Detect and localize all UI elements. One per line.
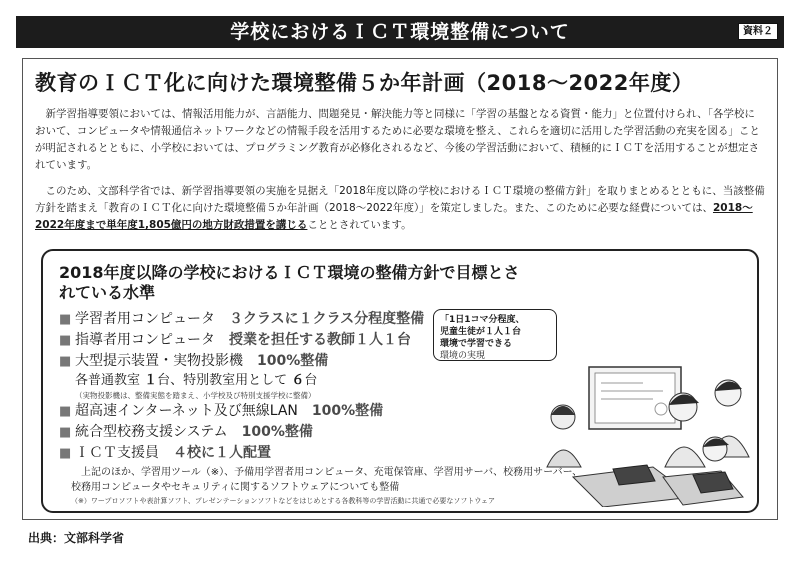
list-item (59, 422, 479, 443)
item-value: 100%整備 (241, 424, 313, 440)
plan-title: 教育のＩＣＴ化に向けた環境整備５か年計画（2018～2022年度） (35, 71, 694, 95)
page-title: 学校におけるＩＣＴ環境整備について (230, 21, 570, 43)
bullet-icon: ■ (59, 312, 72, 327)
projector-note: （実物投影機は、整備実態を踏まえ、小学校及び特別支援学校に整備） (75, 391, 316, 400)
policy-heading: 2018年度以降の学校におけるＩＣＴ環境の整備方針で目標とされている水準 (59, 263, 520, 302)
list-item (59, 351, 479, 372)
additional-equipment (71, 465, 591, 507)
item-name: 大型提示装置・実物投影機 (75, 353, 243, 369)
item-value: 100%整備 (311, 403, 384, 419)
main-content-box (22, 58, 778, 520)
budget-paragraph (35, 183, 765, 234)
budget-paragraph-text-b: こととされています。 (307, 219, 412, 231)
item-value: 授業を担任する教師１人１台 (229, 332, 411, 348)
intro-paragraph: 新学習指導要領においては、情報活用能力が、言語能力、問題発見・解決能力等と同様に「学習の基盤となる資質・能力」と位置付けられ、「各学校において、コンピュータや情報通信ネットワークなどの情報手段を活用するために必要な環境を整え、これらを適切に活用した学習活動の充実を図る」ことが明記されるとともに、小学校においては、プログラミング教育が必修化されるなど、今後の学習活動において、積極的にＩＣＴを活用することが想定されています。 (35, 108, 760, 171)
target-list (59, 309, 479, 464)
item-name: 統合型校務支援システム (75, 424, 228, 440)
subline-value-special: ６ (291, 373, 305, 388)
item-name: 学習者用コンピュータ (75, 311, 215, 327)
list-item (59, 401, 479, 422)
item-name: 指導者用コンピュータ (75, 332, 215, 348)
bullet-icon: ■ (59, 354, 72, 369)
policy-box (41, 249, 759, 513)
callout-line: 「1日1コマ分程度、 (440, 315, 525, 325)
callout-line: 環境の実現 (440, 351, 486, 361)
list-item (59, 330, 479, 351)
budget-paragraph-text-a: このため、文部科学省では、新学習指導要領の実施を見据え「2018年度以降の学校におけるＩＣＴ環境の整備方針」を取りまとめるとともに、当該整備方針を踏まえ「教育のＩＣＴ化に向けた環境整備５か年計画（2018～2022年度）」を策定しました。また、このために必要な経費については、 (35, 185, 765, 214)
software-footnote: （※）ワープロソフトや表計算ソフト、プレゼンテーションソフトなどをはじめとする各教科等の学習活動に共通で必要なソフトウェア (71, 497, 496, 505)
bullet-icon: ■ (59, 425, 72, 440)
item-value: ３クラスに１クラス分程度整備 (229, 311, 425, 327)
item-value: 100%整備 (257, 353, 329, 369)
subline-value-regular: １ (144, 373, 158, 388)
bullet-icon: ■ (59, 404, 72, 419)
list-item (59, 443, 479, 464)
item-name: ＩＣＴ支援員 (75, 445, 159, 461)
speech-callout (433, 309, 557, 361)
subline-mid: 台、特別教室用として (157, 373, 288, 388)
item-value: ４校に１人配置 (173, 445, 271, 461)
callout-line: 環境で学習できる (440, 339, 513, 349)
callout-line: 児童生徒が１人１台 (440, 327, 522, 337)
list-item (59, 309, 479, 330)
subline-prefix: 各普通教室 (75, 373, 141, 388)
classroom-illustration (543, 357, 753, 507)
subline-suffix: 台 (304, 373, 318, 388)
classroom-allocation (59, 372, 479, 390)
document-tag: 資料２ (738, 23, 778, 40)
additional-equipment-text: 上記のほか、学習用ツール（※）、予備用学習者用コンピュータ、充電保管庫、学習用サーバ、校務用サーバー、校務用コンピュータやセキュリティに関するソフトウェアについても整備 (71, 467, 583, 493)
item-name: 超高速インターネット及び無線LAN (75, 403, 298, 419)
title-bar (16, 16, 784, 48)
bullet-icon: ■ (59, 333, 72, 348)
budget-highlight: 2018～2022年度まで単年度1,805億円の地方財政措置を講じる (35, 202, 753, 231)
source-credit: 出典：文部科学省 (28, 531, 125, 545)
bullet-icon: ■ (59, 446, 72, 461)
